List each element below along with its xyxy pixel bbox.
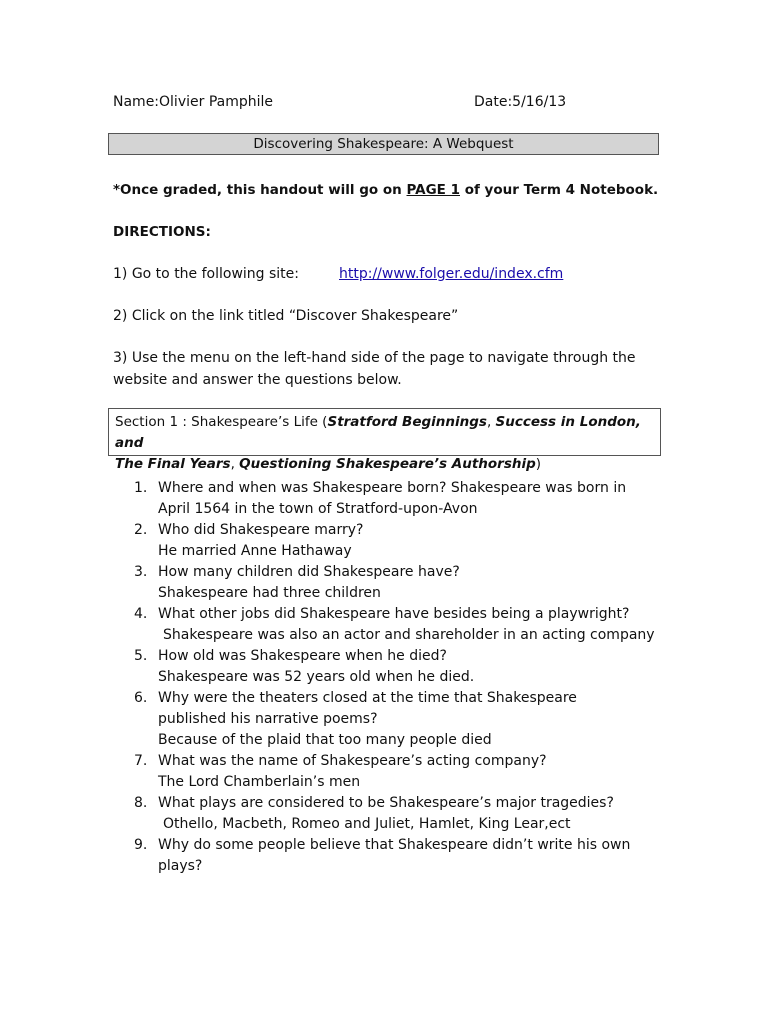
question-item <box>134 520 718 562</box>
question-item <box>134 604 718 646</box>
grading-notice <box>113 180 658 200</box>
question-item <box>134 751 718 793</box>
folger-link[interactable]: http://www.folger.edu/index.cfm <box>339 266 564 282</box>
notice-prefix: *Once graded, this handout will go on <box>113 182 407 198</box>
question-number: 6. <box>134 690 148 706</box>
step-2: 2) Click on the link titled “Discover Shakespeare” <box>113 308 459 324</box>
question-text: What other jobs did Shakespeare have besides being a playwright? <box>158 606 630 622</box>
question-number: 9. <box>134 837 148 853</box>
answer-text: Shakespeare had three children <box>158 585 381 601</box>
question-item <box>134 646 718 688</box>
question-item <box>134 478 718 520</box>
question-number: 2. <box>134 522 148 538</box>
answer-text: April 1564 in the town of Stratford-upon-Avon <box>158 501 478 517</box>
topic-stratford: Stratford Beginnings <box>327 414 487 430</box>
question-text: What was the name of Shakespeare’s acting company? <box>158 753 547 769</box>
question-text: Where and when was Shakespeare born? Shakespeare was born in <box>158 480 627 496</box>
notice-suffix: of your Term 4 Notebook. <box>460 182 659 198</box>
question-text: What plays are considered to be Shakespeare’s major tragedies? <box>158 795 614 811</box>
topic-london: Success in London <box>495 414 636 430</box>
step-3-line-2: website and answer the questions below. <box>113 372 402 388</box>
step-3-line-1: 3) Use the menu on the left-hand side of the page to navigate through the <box>113 350 636 366</box>
question-list <box>113 478 718 877</box>
topic-authorship: Questioning Shakespeare’s Authorship <box>239 456 536 472</box>
section-suffix: ) <box>535 456 542 472</box>
page-reference: PAGE 1 <box>406 182 460 198</box>
question-text: How many children did Shakespeare have? <box>158 564 460 580</box>
section-sep-3: , <box>230 456 240 472</box>
question-item <box>134 835 718 877</box>
topic-final-years: The Final Years <box>115 456 231 472</box>
section-prefix: Section 1 : Shakespeare’s Life ( <box>115 414 328 430</box>
directions-heading: DIRECTIONS: <box>113 224 211 240</box>
answer-text: He married Anne Hathaway <box>158 543 352 559</box>
page-title: Discovering Shakespeare: A Webquest <box>108 133 659 155</box>
answer-text: Shakespeare was also an actor and shareholder in an acting company <box>163 627 655 643</box>
answer-text: Shakespeare was 52 years old when he died. <box>158 669 475 685</box>
date: Date:5/16/13 <box>474 94 567 110</box>
question-item <box>134 562 718 604</box>
answer-text: Because of the plaid that too many people died <box>158 732 492 748</box>
question-text: How old was Shakespeare when he died? <box>158 648 447 664</box>
question-text: Why were the theaters closed at the time that Shakespeare <box>158 690 577 706</box>
question-number: 1. <box>134 480 148 496</box>
question-item <box>134 688 718 751</box>
answer-text: The Lord Chamberlain’s men <box>158 774 361 790</box>
section-heading <box>108 408 661 472</box>
question-item <box>134 793 718 835</box>
question-number: 7. <box>134 753 148 769</box>
student-name: Name:Olivier Pamphile <box>113 94 273 110</box>
step-1: 1) Go to the following site: <box>113 266 300 282</box>
question-text: Why do some people believe that Shakespeare didn’t write his own <box>158 837 631 853</box>
question-number: 8. <box>134 795 148 811</box>
question-text: Who did Shakespeare marry? <box>158 522 364 538</box>
question-number: 3. <box>134 564 148 580</box>
question-text-continued: published his narrative poems? <box>158 711 378 727</box>
section-sep-2: , and <box>115 414 641 451</box>
question-number: 4. <box>134 606 148 622</box>
answer-text: Othello, Macbeth, Romeo and Juliet, Hamlet, King Lear,ect <box>163 816 571 832</box>
question-number: 5. <box>134 648 148 664</box>
question-text-continued: plays? <box>158 858 203 874</box>
section-sep-1: , <box>486 414 496 430</box>
